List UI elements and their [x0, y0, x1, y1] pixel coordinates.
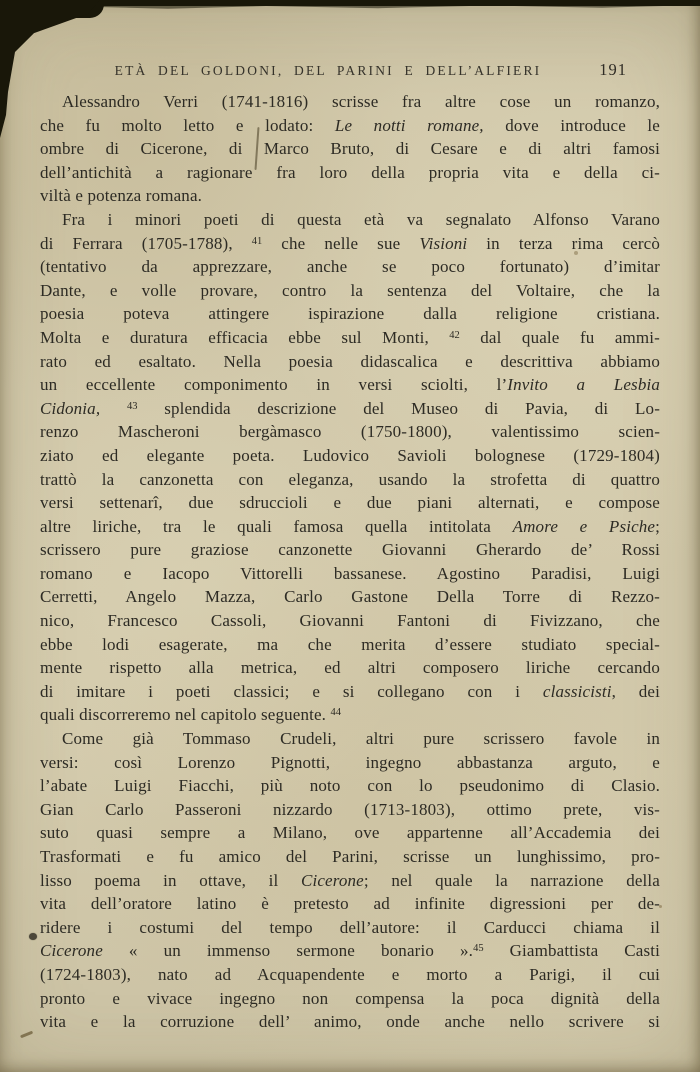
text-line: ridere i costumi del tempo dell’autore: il Carducci chiama il	[40, 917, 660, 937]
text-line: Cerretti, Angelo Mazza, Carlo Gastone Della Torre di Rezzo-	[40, 587, 660, 607]
text-line: l’abate Luigi Fiacchi, più noto con lo pseudonimo di Clasio.	[40, 776, 660, 796]
paragraph	[40, 727, 660, 1034]
text-line: dell’antichità a ragionare fra loro della propria vita e della ci-	[40, 162, 660, 182]
running-header	[40, 60, 660, 83]
text-line: ziato ed elegante poeta. Ludovico Savioli bolognese (1729-1804)	[40, 445, 660, 465]
text-line: rato ed esaltato. Nella poesia didascalica e descrittiva abbiamo	[40, 351, 660, 371]
text-line: di Ferrara (1705-1788), $^{41}$ che nelle sue Visioni in terza rima cercò	[40, 233, 660, 253]
text-line: vita e la corruzione dell’ animo, onde anche nello scrivere si	[40, 1012, 660, 1032]
text-line: versi: così Lorenzo Pignotti, ingegno abbastanza arguto, e	[40, 752, 660, 772]
text-line: pronto e vivace ingegno non compensa la poca dignità della	[40, 988, 660, 1008]
text-line: viltà e potenza romana.	[40, 186, 203, 206]
paper-speck	[20, 1031, 33, 1038]
text-line: Cicerone « un immenso sermone bonario ».$^{45}$ Giambattista Casti	[40, 941, 660, 961]
text-line: vita dell’oratore latino è pretesto ad infinite digressioni per de-	[40, 894, 660, 914]
text-line: nico, Francesco Cassoli, Giovanni Fantoni di Fivizzano, che	[40, 611, 660, 631]
footnote-marker: 41	[251, 235, 263, 247]
text-line: poesia poteva attingere ispirazione dalla religione cristiana.	[40, 304, 660, 324]
text-line: (1724-1803), nato ad Acquapendente e morto a Parigi, il cui	[40, 964, 660, 984]
footnote-marker: 43	[126, 400, 138, 412]
page-number: 191	[599, 60, 627, 79]
text-line: trattò la canzonetta con eleganza, usando la strofetta di quattro	[40, 469, 660, 489]
text-line: Fra i minori poeti di questa età va segnalato Alfonso Varano	[62, 209, 660, 229]
text-line: che fu molto letto e lodato: Le notti romane, dove introduce le	[40, 115, 660, 135]
text-line: mente rispetto alla metrica, ed altri composero liriche cercando	[40, 658, 660, 678]
text-line: scrissero pure graziose canzonette Giovanni Gherardo de’ Rossi	[40, 540, 660, 560]
text-line: Come già Tommaso Crudeli, altri pure scrissero favole in	[62, 729, 660, 749]
text-line: (tentativo da apprezzare, anche se poco fortunato) d’imitar	[40, 257, 660, 277]
footnote-marker: 44	[330, 707, 341, 719]
running-header-title: ETÀ DEL GOLDONI, DEL PARINI E DELL’ALFIERI	[114, 63, 542, 78]
text-line: ombre di Cicerone, di Marco Bruto, di Cesare e di altri famosi	[40, 139, 660, 159]
text-line: suto quasi sempre a Milano, ove appartenne all’Accademia dei	[40, 823, 660, 843]
text-line: renzo Mascheroni bergàmasco (1750-1800), valentissimo scien-	[40, 422, 660, 442]
text-line: Cidonia, $^{43}$ splendida descrizione del Museo di Pavia, di Lo-	[40, 398, 661, 418]
footnote-marker: 45	[473, 943, 484, 955]
page-body	[40, 90, 660, 1034]
text-line: Gian Carlo Passeroni nizzardo (1713-1803), ottimo prete, vis-	[40, 799, 660, 819]
text-line: Dante, e volle provare, contro la sentenza del Voltaire, che la	[40, 280, 660, 300]
text-line: ebbe lodi esagerate, ma che merita d’essere studiato special-	[40, 634, 660, 654]
text-line: Alessandro Verri (1741-1816) scrisse fra altre cose un romanzo,	[62, 92, 660, 111]
paragraph	[40, 208, 660, 727]
text-line: Trasformati e fu amico del Parini, scrisse un lunghissimo, pro-	[40, 847, 660, 866]
text-line: di imitare i poeti classici; e si collegano con i classicisti, dei	[40, 681, 660, 701]
text-line: versi settenarî, due sdruccioli e due piani alternati, e compose	[40, 493, 660, 513]
text-line: Molta e duratura efficacia ebbe sul Monti, $^{42}$ dal quale fu ammi-	[40, 327, 660, 347]
text-line: lisso poema in ottave, il Cicerone; nel quale la narrazione della	[40, 870, 660, 890]
text-line: altre liriche, tra le quali famosa quella intitolata Amore e Psiche;	[40, 516, 660, 536]
text-line: quali discorreremo nel capitolo seguente. $^{44}$	[40, 705, 341, 725]
footnote-marker: 42	[449, 329, 460, 341]
paragraph	[40, 90, 660, 208]
text-line: un eccellente componimento in versi sciolti, l’Invito a Lesbia	[40, 375, 660, 395]
page-top-edge	[0, 0, 700, 6]
text-line: romano e Iacopo Vittorelli bassanese. Agostino Paradisi, Luigi	[40, 563, 660, 583]
ink-spot	[29, 933, 37, 940]
